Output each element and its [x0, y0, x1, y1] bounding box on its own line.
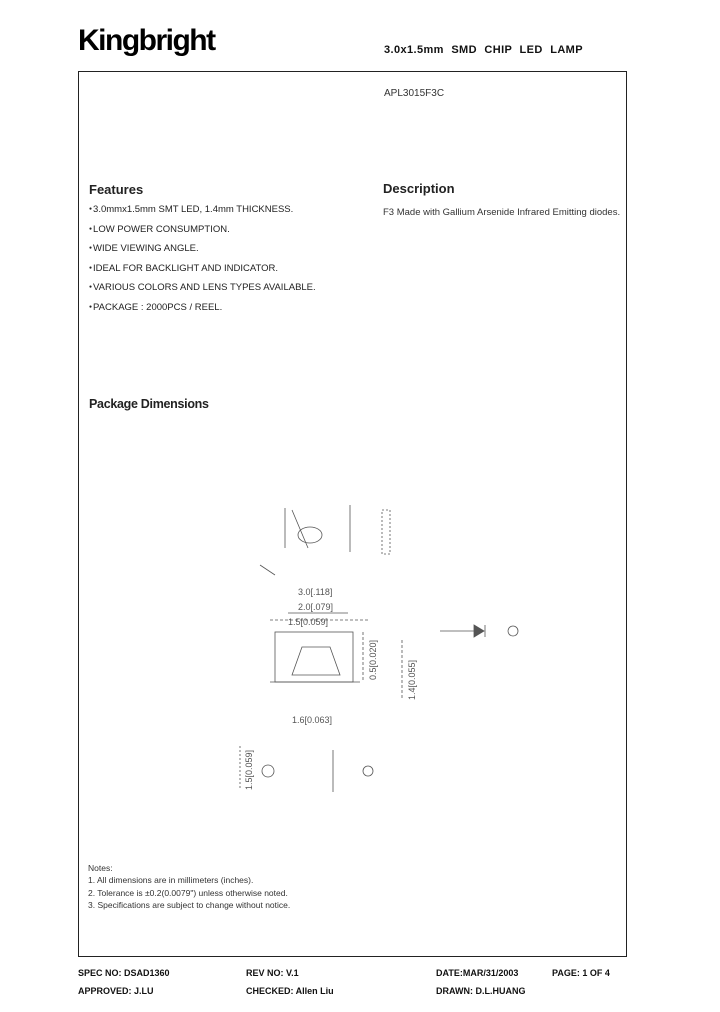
page-number: PAGE: 1 OF 4: [552, 968, 610, 978]
revision-number: REV NO: V.1: [246, 968, 299, 978]
dimension-label: 1.4[0.055]: [407, 659, 417, 700]
features-heading: Features: [89, 182, 144, 197]
document-title: 3.0x1.5mm SMD CHIP LED LAMP: [384, 44, 583, 56]
approved-by: APPROVED: J.LU: [78, 986, 154, 996]
dimension-label: 1.5[0.059]: [244, 749, 254, 790]
brand-logo: Kingbright: [78, 24, 215, 57]
diode-symbol: [474, 625, 484, 637]
drawn-by: DRAWN: D.L.HUANG: [436, 986, 526, 996]
dimension-label: 1.5[0.059]: [288, 617, 329, 627]
polarity-circle: [262, 765, 274, 777]
feature-item: ● PACKAGE : 2000PCS / REEL.: [89, 301, 316, 321]
spec-number: SPEC NO: DSAD1360: [78, 968, 170, 978]
checked-by: CHECKED: Allen Liu: [246, 986, 334, 996]
note-item: 3. Specifications are subject to change without notice.: [88, 899, 291, 910]
schematic-terminal: [508, 626, 518, 636]
document-date: DATE:MAR/31/2003: [436, 968, 519, 978]
feature-item: ● IDEAL FOR BACKLIGHT AND INDICATOR.: [89, 262, 316, 282]
dimension-label: 2.0[.079]: [298, 602, 334, 612]
note-item: 2. Tolerance is ±0.2(0.0079") unless otherwise noted.: [88, 887, 288, 898]
dimension-label: 0.5[0.020]: [368, 639, 378, 680]
feature-item: ● LOW POWER CONSUMPTION.: [89, 223, 316, 243]
notes-title: Notes:: [88, 863, 113, 873]
dimension-label: 3.0[.118]: [298, 587, 333, 597]
package-body-outline: [275, 632, 353, 682]
drawing-line: [260, 565, 275, 575]
part-number: APL3015F3C: [384, 88, 445, 99]
notes-block: [88, 862, 290, 911]
description-heading: Description: [383, 181, 455, 196]
features-list: [89, 203, 316, 320]
description-text: F3 Made with Gallium Arsenide Infrared Emitting diodes.: [383, 207, 621, 218]
package-dimensions-heading: Package Dimensions: [89, 397, 209, 411]
feature-item: ● VARIOUS COLORS AND LENS TYPES AVAILABLE.: [89, 281, 316, 301]
lens-trapezoid: [292, 647, 340, 675]
feature-item: ● WIDE VIEWING ANGLE.: [89, 242, 316, 262]
lens-outline: [298, 527, 322, 543]
note-item: 1. All dimensions are in millimeters (inches).: [88, 875, 254, 886]
side-view-outline: [382, 510, 390, 554]
polarity-circle: [363, 766, 373, 776]
dimension-label: 1.6[0.063]: [292, 715, 333, 725]
package-dimension-drawing: [230, 460, 530, 800]
feature-item: ● 3.0mmx1.5mm SMT LED, 1.4mm THICKNESS.: [89, 203, 316, 223]
